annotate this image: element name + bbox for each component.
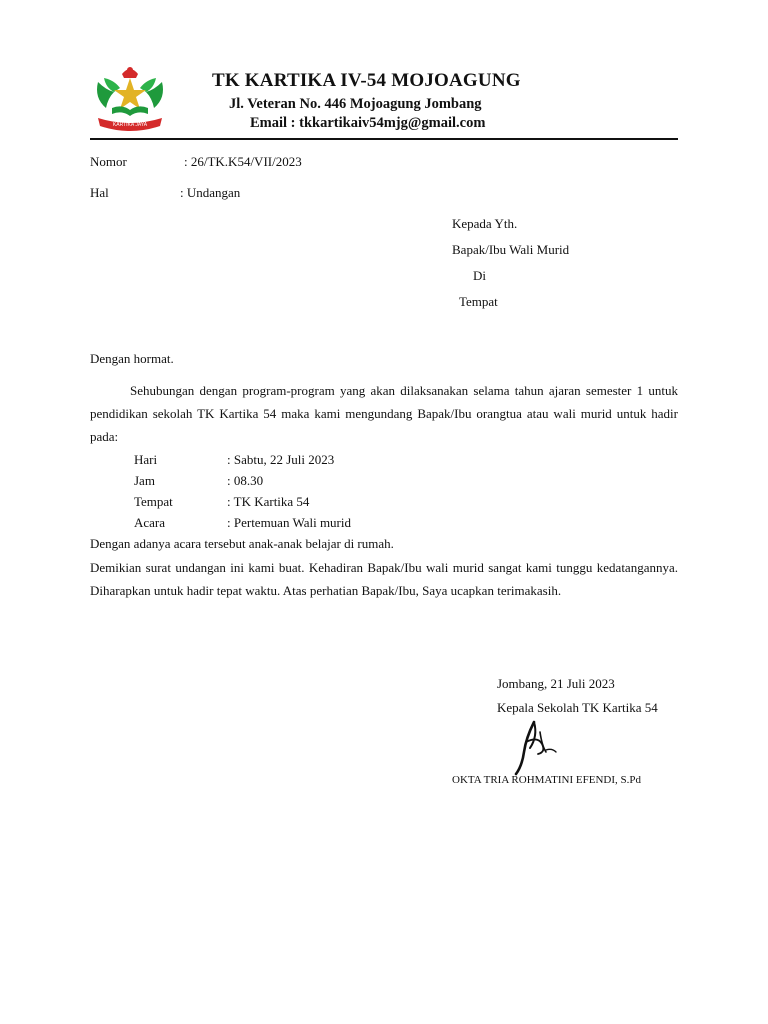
detail-label-acara: Acara: [134, 515, 166, 530]
recipient-line-4: Tempat: [459, 294, 498, 309]
school-address: Jl. Veteran No. 446 Mojoagung Jombang: [229, 96, 482, 112]
school-name: TK KARTIKA IV-54 MOJOAGUNG: [212, 70, 521, 91]
school-logo: [92, 64, 168, 132]
salutation: Dengan hormat.: [90, 351, 174, 366]
detail-label-hari: Hari: [134, 452, 158, 467]
detail-value-acara: : Pertemuan Wali murid: [227, 515, 351, 530]
hal-label: Hal: [90, 185, 109, 200]
detail-label-tempat: Tempat: [134, 494, 173, 509]
detail-value-jam: : 08.30: [227, 473, 264, 488]
detail-label-jam: Jam: [134, 473, 155, 488]
signer-name: OKTA TRIA ROHMATINI EFENDI, S.Pd: [452, 774, 641, 786]
nomor-label: Nomor: [90, 154, 127, 169]
hal-value: : Undangan: [180, 185, 241, 200]
recipient-line-1: Kepada Yth.: [452, 216, 518, 231]
closing-paragraph: Demikian surat undangan ini kami buat. Kehadiran Bapak/Ibu wali murid sangat kami tunggu kedatangannya. Diharapkan untuk hadir tepat waktu. Atas perhatian Bapak/Ibu, Saya ucapkan terimakasih.: [90, 560, 678, 598]
signer-position: Kepala Sekolah TK Kartika 54: [497, 700, 658, 715]
nomor-value: : 26/TK.K54/VII/2023: [184, 154, 302, 169]
school-email: Email : tkkartikaiv54mjg@gmail.com: [250, 115, 486, 131]
letterhead-divider: [90, 138, 678, 140]
intro-paragraph: Sehubungan dengan program-program yang akan dilaksanakan selama tahun ajaran semester 1 untuk pendidikan sekolah TK Kartika 54 maka kami mengundang Bapak/Ibu orangtua atau wali murid untuk hadir pada:: [90, 383, 678, 444]
handwritten-signature: [512, 718, 560, 776]
place-date: Jombang, 21 Juli 2023: [497, 676, 615, 691]
detail-value-hari: : Sabtu, 22 Juli 2023: [227, 452, 335, 467]
detail-value-tempat: : TK Kartika 54: [227, 494, 310, 509]
recipient-line-3: Di: [473, 268, 486, 283]
after-details-text: Dengan adanya acara tersebut anak-anak belajar di rumah.: [90, 536, 394, 551]
recipient-line-2: Bapak/Ibu Wali Murid: [452, 242, 570, 257]
logo-caption: KARTIKA JAYA: [112, 122, 148, 128]
